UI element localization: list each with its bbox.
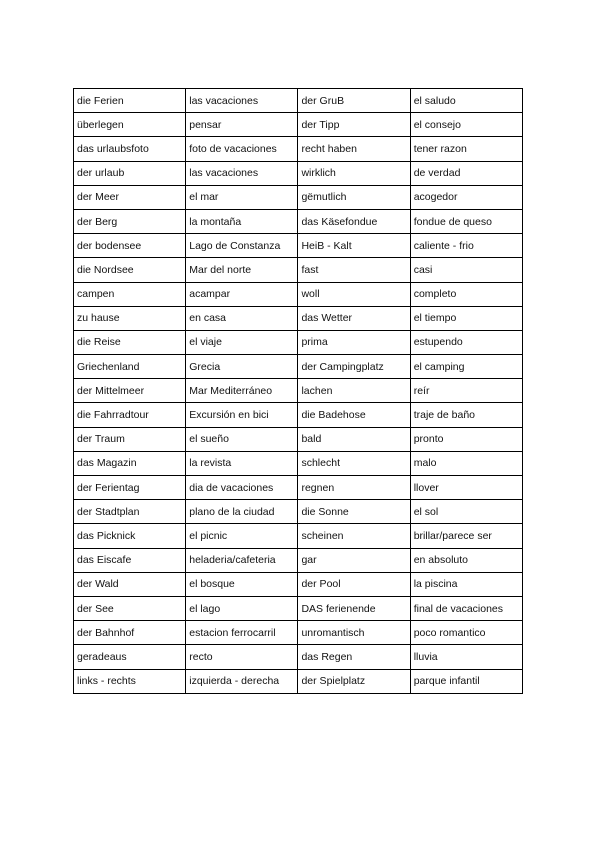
table-row [74, 137, 523, 161]
table-row [74, 161, 523, 185]
spanish-translation-cell: dia de vacaciones [186, 476, 298, 500]
spanish-translation-cell: plano de la ciudad [186, 500, 298, 524]
spanish-translation-cell: Lago de Constanza [186, 234, 298, 258]
table-row [74, 645, 523, 669]
german-word-cell: der urlaub [74, 161, 186, 185]
spanish-translation-cell: recto [186, 645, 298, 669]
german-word-cell: recht haben [298, 137, 410, 161]
spanish-translation-cell: completo [410, 282, 522, 306]
spanish-translation-cell: el mar [186, 185, 298, 209]
table-row [74, 379, 523, 403]
german-word-cell: gëmutlich [298, 185, 410, 209]
spanish-translation-cell: acampar [186, 282, 298, 306]
spanish-translation-cell: heladeria/cafeteria [186, 548, 298, 572]
german-word-cell: der Mittelmeer [74, 379, 186, 403]
german-word-cell: gar [298, 548, 410, 572]
spanish-translation-cell: de verdad [410, 161, 522, 185]
spanish-translation-cell: el viaje [186, 330, 298, 354]
german-word-cell: schlecht [298, 451, 410, 475]
german-word-cell: wirklich [298, 161, 410, 185]
table-row [74, 451, 523, 475]
spanish-translation-cell: malo [410, 451, 522, 475]
german-word-cell: das Eiscafe [74, 548, 186, 572]
german-word-cell: campen [74, 282, 186, 306]
spanish-translation-cell: tener razon [410, 137, 522, 161]
german-word-cell: HeiB - Kalt [298, 234, 410, 258]
spanish-translation-cell: pronto [410, 427, 522, 451]
german-word-cell: die Fahrradtour [74, 403, 186, 427]
german-word-cell: links - rechts [74, 669, 186, 693]
spanish-translation-cell: acogedor [410, 185, 522, 209]
spanish-translation-cell: Mar Mediterráneo [186, 379, 298, 403]
german-word-cell: lachen [298, 379, 410, 403]
table-row [74, 209, 523, 233]
spanish-translation-cell: Grecia [186, 355, 298, 379]
german-word-cell: geradeaus [74, 645, 186, 669]
table-row [74, 258, 523, 282]
german-word-cell: unromantisch [298, 621, 410, 645]
spanish-translation-cell: casi [410, 258, 522, 282]
table-row [74, 282, 523, 306]
german-word-cell: bald [298, 427, 410, 451]
german-word-cell: woll [298, 282, 410, 306]
spanish-translation-cell: el bosque [186, 572, 298, 596]
german-word-cell: der bodensee [74, 234, 186, 258]
spanish-translation-cell: lluvia [410, 645, 522, 669]
german-word-cell: der Stadtplan [74, 500, 186, 524]
table-row [74, 500, 523, 524]
spanish-translation-cell: en absoluto [410, 548, 522, 572]
german-word-cell: der Wald [74, 572, 186, 596]
spanish-translation-cell: el consejo [410, 113, 522, 137]
german-word-cell: fast [298, 258, 410, 282]
table-row [74, 476, 523, 500]
spanish-translation-cell: el picnic [186, 524, 298, 548]
german-word-cell: der Ferientag [74, 476, 186, 500]
german-word-cell: der Traum [74, 427, 186, 451]
spanish-translation-cell: la revista [186, 451, 298, 475]
german-word-cell: die Badehose [298, 403, 410, 427]
table-row [74, 306, 523, 330]
spanish-translation-cell: estupendo [410, 330, 522, 354]
spanish-translation-cell: las vacaciones [186, 161, 298, 185]
spanish-translation-cell: foto de vacaciones [186, 137, 298, 161]
german-word-cell: der Berg [74, 209, 186, 233]
table-row [74, 427, 523, 451]
german-word-cell: der Pool [298, 572, 410, 596]
spanish-translation-cell: poco romantico [410, 621, 522, 645]
german-word-cell: regnen [298, 476, 410, 500]
german-word-cell: zu hause [74, 306, 186, 330]
german-word-cell: die Sonne [298, 500, 410, 524]
german-word-cell: die Nordsee [74, 258, 186, 282]
german-word-cell: die Reise [74, 330, 186, 354]
german-word-cell: das urlaubsfoto [74, 137, 186, 161]
spanish-translation-cell: el lago [186, 596, 298, 620]
spanish-translation-cell: en casa [186, 306, 298, 330]
spanish-translation-cell: el camping [410, 355, 522, 379]
spanish-translation-cell: parque infantil [410, 669, 522, 693]
table-row [74, 524, 523, 548]
spanish-translation-cell: izquierda - derecha [186, 669, 298, 693]
german-word-cell: der See [74, 596, 186, 620]
german-word-cell: DAS ferienende [298, 596, 410, 620]
spanish-translation-cell: la piscina [410, 572, 522, 596]
table-row [74, 548, 523, 572]
spanish-translation-cell: el tiempo [410, 306, 522, 330]
table-row [74, 89, 523, 113]
spanish-translation-cell: el sueño [186, 427, 298, 451]
spanish-translation-cell: caliente - frio [410, 234, 522, 258]
spanish-translation-cell: fondue de queso [410, 209, 522, 233]
german-word-cell: der GruB [298, 89, 410, 113]
german-word-cell: prima [298, 330, 410, 354]
table-row [74, 330, 523, 354]
spanish-translation-cell: Mar del norte [186, 258, 298, 282]
spanish-translation-cell: llover [410, 476, 522, 500]
table-row [74, 185, 523, 209]
spanish-translation-cell: final de vacaciones [410, 596, 522, 620]
spanish-translation-cell: traje de baño [410, 403, 522, 427]
vocabulary-table-body [74, 89, 523, 694]
german-word-cell: das Wetter [298, 306, 410, 330]
german-word-cell: scheinen [298, 524, 410, 548]
spanish-translation-cell: las vacaciones [186, 89, 298, 113]
german-word-cell: der Spielplatz [298, 669, 410, 693]
german-word-cell: überlegen [74, 113, 186, 137]
table-row [74, 596, 523, 620]
spanish-translation-cell: el saludo [410, 89, 522, 113]
german-word-cell: der Tipp [298, 113, 410, 137]
spanish-translation-cell: reír [410, 379, 522, 403]
german-word-cell: der Campingplatz [298, 355, 410, 379]
table-row [74, 355, 523, 379]
table-row [74, 621, 523, 645]
german-word-cell: Griechenland [74, 355, 186, 379]
german-word-cell: das Picknick [74, 524, 186, 548]
spanish-translation-cell: estacion ferrocarril [186, 621, 298, 645]
table-row [74, 113, 523, 137]
table-row [74, 572, 523, 596]
german-word-cell: der Bahnhof [74, 621, 186, 645]
table-row [74, 669, 523, 693]
spanish-translation-cell: la montaña [186, 209, 298, 233]
german-word-cell: das Regen [298, 645, 410, 669]
german-word-cell: das Magazin [74, 451, 186, 475]
table-row [74, 234, 523, 258]
spanish-translation-cell: Excursión en bici [186, 403, 298, 427]
spanish-translation-cell: pensar [186, 113, 298, 137]
vocabulary-table [73, 88, 523, 694]
german-word-cell: der Meer [74, 185, 186, 209]
spanish-translation-cell: el sol [410, 500, 522, 524]
spanish-translation-cell: brillar/parece ser [410, 524, 522, 548]
german-word-cell: die Ferien [74, 89, 186, 113]
table-row [74, 403, 523, 427]
german-word-cell: das Käsefondue [298, 209, 410, 233]
